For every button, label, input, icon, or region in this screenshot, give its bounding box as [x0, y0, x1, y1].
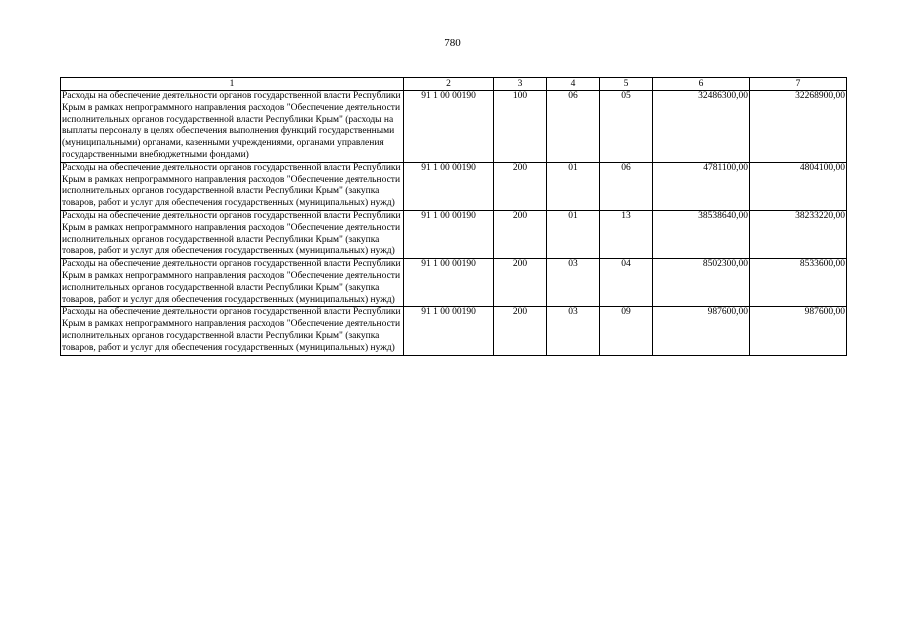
row-section: 03 — [547, 259, 600, 307]
row-code: 91 1 00 00190 — [404, 162, 494, 210]
table-row — [61, 210, 847, 258]
row-amount-7: 8533600,00 — [750, 259, 847, 307]
row-description: Расходы на обеспечение деятельности органов государственной власти Республики Крым в рамках непрограммного направления расходов "Обеспечение деятельности исполнительных органов государственной власти Республики Крым" (расходы на выплаты персоналу в целях обеспечения выполнения функций государственными (муниципальными) органами, казенными учреждениями, органами управления государственными внебюджетными фондами) — [61, 91, 404, 163]
row-section: 01 — [547, 210, 600, 258]
row-subsection: 09 — [600, 307, 653, 355]
column-header-4: 4 — [547, 78, 600, 91]
row-amount-7: 987600,00 — [750, 307, 847, 355]
row-description: Расходы на обеспечение деятельности органов государственной власти Республики Крым в рамках непрограммного направления расходов "Обеспечение деятельности исполнительных органов государственной власти Республики Крым" (закупка товаров, работ и услуг для обеспечения государственных (муниципальных) нужд) — [61, 259, 404, 307]
row-section: 01 — [547, 162, 600, 210]
table-row — [61, 162, 847, 210]
row-expense-type: 200 — [494, 307, 547, 355]
row-description: Расходы на обеспечение деятельности органов государственной власти Республики Крым в рамках непрограммного направления расходов "Обеспечение деятельности исполнительных органов государственной власти Республики Крым" (закупка товаров, работ и услуг для обеспечения государственных (муниципальных) нужд) — [61, 307, 404, 355]
row-section: 03 — [547, 307, 600, 355]
column-header-5: 5 — [600, 78, 653, 91]
row-subsection: 05 — [600, 91, 653, 163]
budget-table — [60, 77, 847, 356]
row-expense-type: 100 — [494, 91, 547, 163]
row-section: 06 — [547, 91, 600, 163]
row-code: 91 1 00 00190 — [404, 307, 494, 355]
row-amount-6: 8502300,00 — [653, 259, 750, 307]
row-expense-type: 200 — [494, 259, 547, 307]
page-number: 780 — [444, 37, 461, 49]
row-amount-7: 38233220,00 — [750, 210, 847, 258]
row-description: Расходы на обеспечение деятельности органов государственной власти Республики Крым в рамках непрограммного направления расходов "Обеспечение деятельности исполнительных органов государственной власти Республики Крым" (закупка товаров, работ и услуг для обеспечения государственных (муниципальных) нужд) — [61, 162, 404, 210]
row-subsection: 13 — [600, 210, 653, 258]
row-amount-6: 32486300,00 — [653, 91, 750, 163]
row-subsection: 04 — [600, 259, 653, 307]
column-header-7: 7 — [750, 78, 847, 91]
row-amount-6: 38538640,00 — [653, 210, 750, 258]
row-amount-7: 4804100,00 — [750, 162, 847, 210]
row-expense-type: 200 — [494, 162, 547, 210]
table-row — [61, 307, 847, 355]
table-header-row — [61, 78, 847, 91]
row-description: Расходы на обеспечение деятельности органов государственной власти Республики Крым в рамках непрограммного направления расходов "Обеспечение деятельности исполнительных органов государственной власти Республики Крым" (закупка товаров, работ и услуг для обеспечения государственных (муниципальных) нужд) — [61, 210, 404, 258]
row-expense-type: 200 — [494, 210, 547, 258]
column-header-3: 3 — [494, 78, 547, 91]
row-code: 91 1 00 00190 — [404, 91, 494, 163]
column-header-6: 6 — [653, 78, 750, 91]
row-amount-7: 32268900,00 — [750, 91, 847, 163]
table-row — [61, 91, 847, 163]
row-subsection: 06 — [600, 162, 653, 210]
row-amount-6: 987600,00 — [653, 307, 750, 355]
table-row — [61, 259, 847, 307]
column-header-1: 1 — [61, 78, 404, 91]
row-amount-6: 4781100,00 — [653, 162, 750, 210]
row-code: 91 1 00 00190 — [404, 210, 494, 258]
column-header-2: 2 — [404, 78, 494, 91]
row-code: 91 1 00 00190 — [404, 259, 494, 307]
